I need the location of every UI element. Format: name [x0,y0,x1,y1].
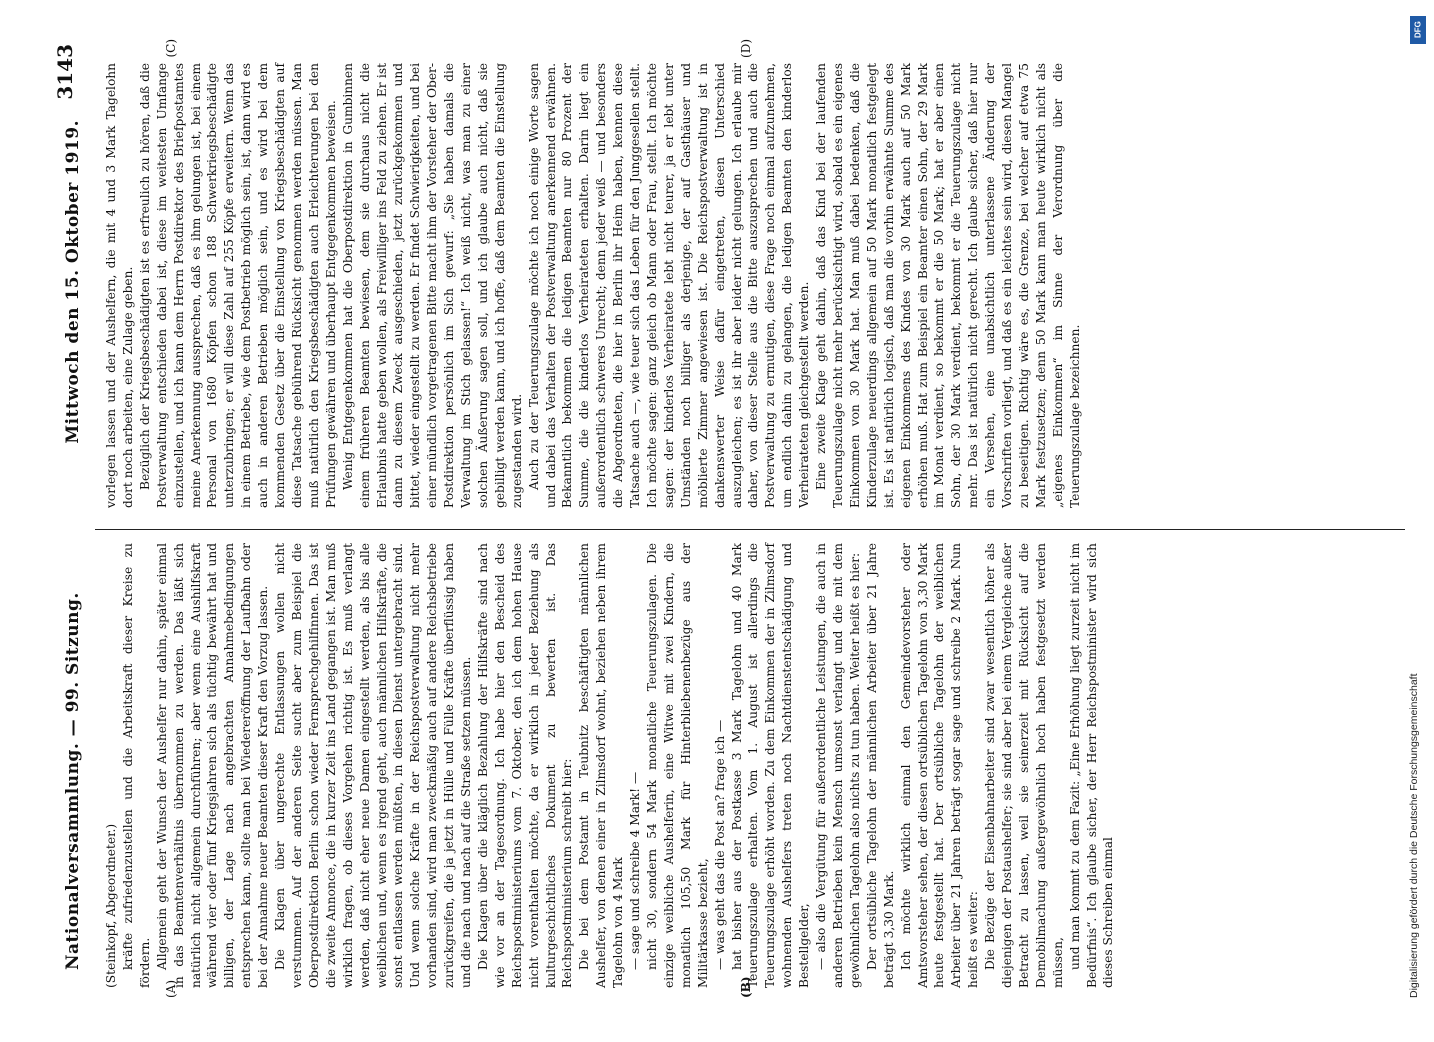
right-column-text [103,63,1403,508]
rotated-document-page [45,40,1415,1000]
dfg-logo: DFG [1410,16,1426,44]
margin-marker-c: (C) [164,39,178,58]
paragraph: nicht 30, sondern 54 Mark monatliche Teuerungszulagen. Die einzige weibliche Aushelferin, eine Witwe mit zwei Kindern, die monatlich 105,50 Mark für Hinterbliebenenbezüge aus der Militärkasse bezieht, [645,543,710,988]
margin-marker-b: (B) [739,976,753,998]
paragraph: Die bei dem Postamt in Teubnitz beschäftigten männlichen Aushelfer, von denen einer in Zilmsdorf wohnt, beziehen neben ihrem Tagelohn von 4 Mark [577,543,626,988]
column-divider [95,529,1405,530]
page-header [53,44,95,990]
page-number: 3143 [53,44,77,100]
paragraph: vorlegen lassen und der Aushelfern, die mit 4 und 3 Mark Tagelohn dort noch arbeiten, eine Zulage geben. [104,63,135,508]
digitization-stamp [1408,8,1430,998]
paragraph: Wenig Entgegenkommen hat die Oberpostdirektion in Gumbinnen einem früheren Beamten bewiesen, dem sie durchaus nicht die Erlaubnis hatte geben wollen, als Freiwilliger ins Feld zu ziehen. Er ist dann zu diesem Zweck ausgeschieden, jetzt zurückgekommen und bittet, wieder eingestellt zu werden. Er findet Schwierigkeiten, und bei einer mündlich vorgetragenen Bitte macht ihm der Vorsteher der Ober-Postdirektion persönlich im Sich gewurf: „Sie haben damals die Verwaltung im Stich gelassen!“ Ich weiß nicht, was man zu einer solchen Äußerung sagen soll, und ich glaube auch nicht, daß sie gebilligt werden kann, und ich hoffe, daß dem Beamten die Einstellung zugestanden wird. [340,63,524,508]
paragraph: Eine zweite Klage geht dahin, daß das Kind bei der laufenden Teuerungszulage nicht mehr berücksichtigt wird, sobald es ein eigenes Einkommen von 30 Mark hat. Man muß dabei bedenken, daß die Kinderzulage neuerdings allgemein auf 50 Mark monatlich festgelegt ist. Es ist natürlich logisch, daß man die vorhin erwähnte Summe des eigenen Einkommens des Kindes von 30 Mark auch auf 50 Mark erhöhen muß. Hat zum Beispiel ein Beamter einen Sohn, der 29 Mark im Monat verdient, so bekommt er die 50 Mark; hat er aber einen Sohn, der 30 Mark verdient, bekommt er die Teuerungszulage nicht mehr. Das ist natürlich nicht gerecht. Ich glaube sicher, daß hier nur ein Versehen, eine unabsichtlich unterlassene Änderung der Vorschriften vorliegt, und daß es ein leichtes sein wird, diesen Mangel zu beseitigen. Richtig wäre es, die Grenze, bei welcher auf etwa 75 Mark festzusetzen; denn 50 Mark kann man heute wirklich nicht als „eigenes Einkommen“ im Sinne der Verordnung über die Teuerungszulage bezeichnen. [814,63,1082,508]
paragraph: kräfte zufriedenzustellen und die Arbeitskraft dieser Kreise zu fördern. [120,543,152,988]
header-left-title: Nationalversammlung. — 99. Sitzung. [63,592,83,970]
paragraph: Bezüglich der Kriegsbeschädigten ist es erfreulich zu hören, daß die Postverwaltung entschieden dabei ist, diese im weitesten Umfange einzustellen, und ich kann dem Herrn Postdirektor des Briefpostamtes meine Anerkennung aussprechen, daß es ihm gelungen ist, bei einem Personal von 1680 Köpfen schon 188 Schwerkriegsbeschädigte unterzubringen; er will diese Zahl auf 255 Köpfe erweitern. Wenn das in einem Betriebe, wie dem Postbetrieb möglich sein, ist, dann wird es auch in anderen Betrieben möglich sein, und es wird bei dem kommenden Gesetz über die Einstellung von Kriegsbeschädigten auf diese Tatsache gebührend Rücksicht genommen werden müssen. Man muß natürlich den Kriegsbeschädigten auch Erleichterungen bei den Prüfungen gewähren und überhaupt Entgegenkommen beweisen. [137,63,338,508]
paragraph: und man kommt zu dem Fazit: „Eine Erhöhung liegt zurzeit nicht im Bedürfnis“. Ich glaube sicher, der Herr Reichspostminister wird sich dieses Schreiben einmal [1067,543,1116,988]
paragraph: — was geht das die Post an? frage ich — [712,719,727,970]
header-date: Mittwoch den 15. Oktober 1919. [63,120,83,444]
paragraph: Ich möchte wirklich einmal den Gemeindevorsteher oder Amtsvorsteher sehen, der diesen ortsüblichen Tagelohn von 3,30 Mark heute festgestellt hat. Der ortsübliche Tagelohn der weiblichen Arbeiter über 21 Jahren beträgt sogar sage und schreibe 2 Mark. Nun heißt es weiter: [898,543,981,988]
paragraph: Auch zu der Teuerungszulage möchte ich noch einige Worte sagen und dabei das Verhalten der Postverwaltung anerkennend erwähnen. Bekanntlich bekommen die ledigen Beamten nur 80 Prozent der Summe, die die kinderlos Verheirateten erhalten. Darin liegt ein außerordentlich schweres Unrecht; denn jeder weiß — und besonders die Abgeordneten, die hier in Berlin ihr Heim haben, kennen diese Tatsache auch —, wie teuer sich das Leben für den Junggesellen stellt. Ich möchte sagen: ganz gleich ob Mann oder Frau, stellt. Ich möchte sagen: der kinderlos Verheiratete lebt nicht teurer, ja er lebt unter Umständen noch billiger als derjenige, der auf Gasthäuser und möblierte Zimmer angewiesen ist. Die Reichspostverwaltung ist in dankenswerter Weise dafür eingetreten, diesen Unterschied auszugleichen; es ist ihr aber leider nicht gelungen. Ich erlaube mir daher, von dieser Stelle aus die Bitte auszusprechen und auch die Postverwaltung zu ermutigen, diese Frage noch einmal aufzunehmen, um endlich dahin zu gelangen, die ledigen Beamten den kinderlos Verheirateten gleichgestellt werden. [526,63,812,508]
paragraph: Die Bezüge der Eisenbahnarbeiter sind zwar wesentlich höher als diejenigen der Postaushelfer; sie sind aber bei einem Vergleiche außer Betracht zu lassen, weil sie seinerzeit mit Rücksicht auf die Demobilmachung außergewöhnlich hoch haben festgesetzt werden müssen, [983,543,1065,988]
paragraph: (Steinkopf, Abgeordneter.) [104,823,118,988]
paragraph: — also die Vergütung für außerordentliche Leistungen, die auch in anderen Betrieben kein Mensch umsonst verlangt und die mit dem gewöhnlichen Tagelohn also nichts zu tun haben. Weiter heißt es hier: [814,543,862,988]
paragraph: Allgemein geht der Wunsch der Aushelfer nur dahin, später einmal in das Beamtenverhältnis übernommen zu werden. Das läßt sich natürlich nicht allgemein durchführen; aber wenn eine Aushilfskraft während vier oder fünf Kriegsjahren sich als tüchtig bewährt hat und billigen, der Lage nach angebrachten Annahmebedingungen entsprechen kann, sollte man bei Wiedereröffnung der Laufbahn oder bei der Annahme neuer Beamten dieser Kraft den Vorzug lassen. [154,543,271,988]
left-column-text [103,543,1117,988]
stamp-text: Digitalisierung gefördert durch die Deutsche Forschungsgemeinschaft [1408,673,1420,998]
paragraph: Die Klagen über ungerechte Entlassungen wollen nicht verstummen. Auf der anderen Seite sucht aber zum Beispiel die Oberpostdirektion Berlin schon wieder Fernsprechgehilfinnen. Das ist die zweite Annonce, die in kurzer Zeit ins Land gegangen ist. Man muß wirklich fragen, ob dieses Vorgehen richtig ist. Es muß verlangt werden, daß nicht eher neue Damen eingestellt werden, als bis alle weiblichen und, wenn es irgend geht, auch männlichen Hilfskräfte, die sonst entlassen werden müßten, in diesen Dienst untergebracht sind. Und wenn solche Kräfte in der Reichspostverwaltung nicht mehr vorhanden sind, wird man zweckmäßig auch auf andere Reichsbetriebe zurückgreifen, die ja jetzt in Hülle und Fülle Kräfte überflüssig haben und die nach und nach auf die Straße setzen müssen. [273,543,474,988]
paragraph: Die Klagen über die kläglich Bezahlung der Hilfskräfte sind nach wie vor an der Tagesordnung. Ich habe hier den Bescheid des Reichspostministeriums vom 7. Oktober, den ich dem hohen Hause nicht vorenthalten möchte, da er wirklich in jeder Beziehung als kulturgeschichtliches Dokument zu bewerten ist. Das Reichspostministerium schreibt hier: [475,543,575,988]
right-column [103,39,1403,508]
left-column [103,543,1403,998]
paragraph: hat bisher aus der Postkasse 3 Mark Tagelohn und 40 Mark Teuerungszulage erhalten. Vom 1. August ist allerdings die Teuerungszulage erhöht worden. Zu dem Einkommen der in Zilmsdorf wohnenden Aushelfers treten noch Nachtdienstentschädigung und Bestellgelder, [729,543,812,988]
paragraph: — sage und schreibe 4 Mark! — [628,771,643,970]
margin-marker-a: (A) [164,979,178,998]
paragraph: Der ortsübliche Tagelohn der männlichen Arbeiter über 21 Jahre beträgt 3,30 Mark. [864,543,896,988]
margin-marker-d: (D) [739,39,753,58]
